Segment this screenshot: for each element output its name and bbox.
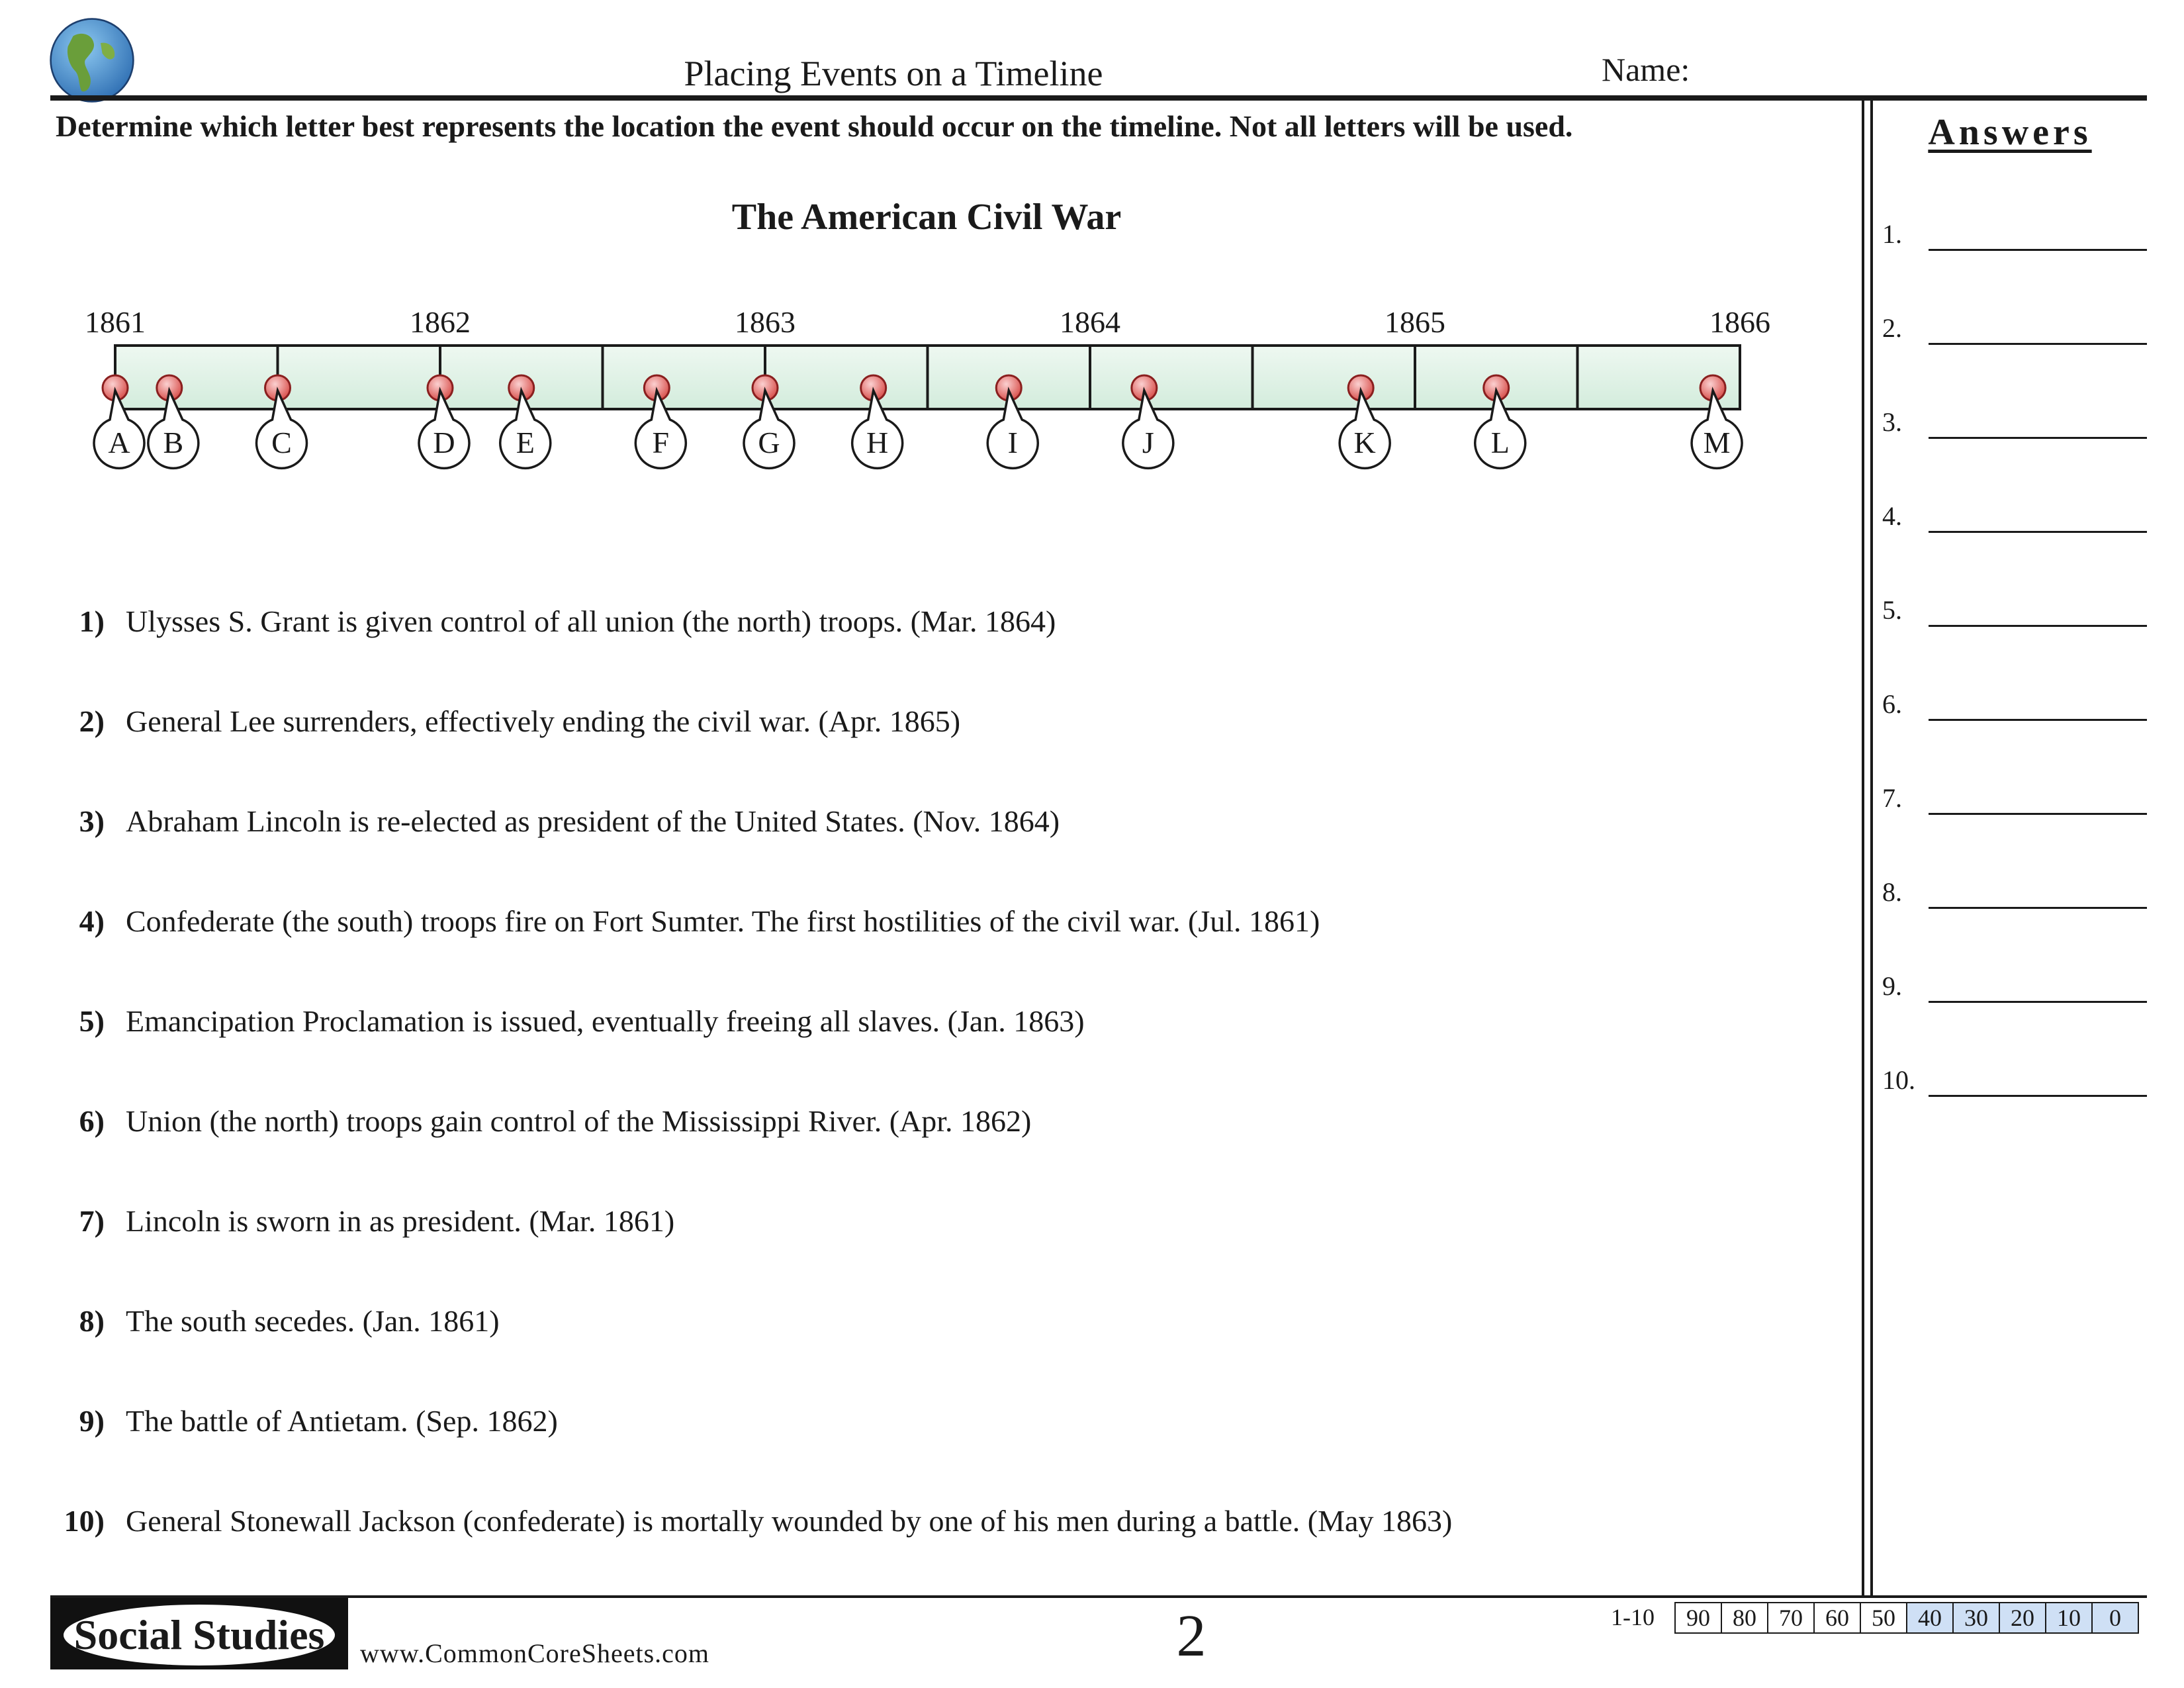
question-number: 4) [79, 904, 105, 938]
answers-divider [1862, 101, 1864, 1595]
answer-blank[interactable] [1929, 719, 2147, 721]
answer-row [1882, 688, 2147, 728]
answer-blank[interactable] [1929, 249, 2147, 251]
answer-number: 1. [1882, 219, 1902, 249]
answer-blank[interactable] [1929, 531, 2147, 533]
score-range-label: 1-10 [1611, 1604, 1655, 1630]
page-title: Placing Events on a Timeline [684, 54, 1103, 93]
timeline-year-label: 1862 [410, 305, 471, 339]
logo-text: Social Studies [73, 1611, 325, 1658]
timeline-letter: G [758, 426, 780, 459]
answer-number: 9. [1882, 971, 1902, 1001]
answers-divider [1870, 101, 1873, 1595]
score-cell: 60 [1814, 1603, 1860, 1633]
timeline-year-label: 1863 [735, 305, 796, 339]
timeline-segment [1253, 346, 1416, 409]
answer-number: 8. [1882, 877, 1902, 907]
footer-rule [50, 1595, 2147, 1598]
answer-row [1882, 312, 2147, 352]
answer-number: 5. [1882, 595, 1902, 625]
answer-row [1882, 782, 2147, 822]
timeline-year-label: 1865 [1385, 305, 1445, 339]
score-cell: 70 [1768, 1603, 1814, 1633]
answer-number: 3. [1882, 407, 1902, 437]
answer-row [1882, 594, 2147, 634]
answer-row [1882, 876, 2147, 916]
timeline-letter: D [433, 426, 455, 459]
answer-blank[interactable] [1929, 813, 2147, 815]
answer-row [1882, 1064, 2147, 1104]
timeline-letter: K [1353, 426, 1376, 459]
answer-blank[interactable] [1929, 1095, 2147, 1097]
answer-number: 4. [1882, 501, 1902, 531]
score-cell: 10 [2046, 1603, 2092, 1633]
answer-number: 6. [1882, 689, 1902, 719]
timeline-letter: F [652, 426, 670, 459]
timeline-letter: L [1490, 426, 1510, 459]
score-cell: 50 [1860, 1603, 1907, 1633]
answer-row [1882, 218, 2147, 258]
timeline-year-label: 1864 [1060, 305, 1120, 339]
answers-heading: Answers [1928, 112, 2092, 153]
answer-blank[interactable] [1929, 625, 2147, 627]
score-cell: 30 [1953, 1603, 1999, 1633]
name-label: Name: [1602, 51, 1690, 88]
question-text: The south secedes. (Jan. 1861) [126, 1304, 500, 1338]
timeline-segment [278, 346, 441, 409]
timeline-year-label: 1866 [1709, 305, 1770, 339]
answer-blank[interactable] [1929, 907, 2147, 909]
question-text: General Lee surrenders, effectively ending the civil war. (Apr. 1865) [126, 704, 961, 738]
question-number: 10) [64, 1504, 105, 1538]
timeline [0, 0, 1853, 477]
question-text: General Stonewall Jackson (confederate) is mortally wounded by one of his men during a battle. (May 1863) [126, 1504, 1453, 1538]
instructions: Determine which letter best represents the location the event should occur on the timeline. Not all letters will be used. [56, 109, 1573, 143]
answer-blank[interactable] [1929, 343, 2147, 345]
timeline-letter: J [1142, 426, 1154, 459]
answer-row [1882, 500, 2147, 540]
question-text: The battle of Antietam. (Sep. 1862) [126, 1404, 558, 1438]
question-text: Ulysses S. Grant is given control of all union (the north) troops. (Mar. 1864) [126, 604, 1056, 638]
question-number: 9) [79, 1404, 105, 1438]
timeline-letter: H [866, 426, 889, 459]
page-number: 2 [1176, 1603, 1206, 1669]
question-text: Abraham Lincoln is re-elected as president of the United States. (Nov. 1864) [126, 804, 1060, 838]
timeline-letter: A [108, 426, 130, 459]
score-cell: 40 [1907, 1603, 1953, 1633]
answer-row [1882, 406, 2147, 446]
timeline-letter: C [271, 426, 292, 459]
question-number: 3) [79, 804, 105, 838]
question-number: 5) [79, 1004, 105, 1038]
timeline-segment [603, 346, 766, 409]
answer-number: 7. [1882, 783, 1902, 813]
score-cell: 90 [1675, 1603, 1721, 1633]
score-cell: 80 [1721, 1603, 1768, 1633]
score-cell: 0 [2092, 1603, 2138, 1633]
question-text: Confederate (the south) troops fire on Fort Sumter. The first hostilities of the civil war. (Jul. 1861) [126, 904, 1320, 938]
timeline-title: The American Civil War [731, 197, 1122, 238]
question-text: Union (the north) troops gain control of the Mississippi River. (Apr. 1862) [126, 1104, 1032, 1138]
answer-number: 2. [1882, 313, 1902, 343]
website-link[interactable]: www.CommonCoreSheets.com [360, 1638, 710, 1668]
answer-number: 10. [1882, 1065, 1915, 1095]
timeline-year-label: 1861 [85, 305, 146, 339]
timeline-letter: I [1007, 426, 1018, 459]
question-number: 8) [79, 1304, 105, 1338]
answer-row [1882, 970, 2147, 1010]
question-text: Emancipation Proclamation is issued, eventually freeing all slaves. (Jan. 1863) [126, 1004, 1085, 1038]
timeline-letter: E [516, 426, 535, 459]
answer-blank[interactable] [1929, 1001, 2147, 1003]
question-number: 7) [79, 1204, 105, 1238]
timeline-letter: B [163, 426, 184, 459]
timeline-letter: M [1703, 426, 1731, 459]
score-cell: 20 [1999, 1603, 2046, 1633]
question-number: 1) [79, 604, 105, 638]
question-number: 6) [79, 1104, 105, 1138]
timeline-segment [1090, 346, 1253, 409]
timeline-segment [115, 346, 278, 409]
question-number: 2) [79, 704, 105, 738]
timeline-segment [765, 346, 928, 409]
answer-blank[interactable] [1929, 437, 2147, 439]
score-table [1674, 1602, 2139, 1634]
question-text: Lincoln is sworn in as president. (Mar. 1861) [126, 1204, 675, 1238]
